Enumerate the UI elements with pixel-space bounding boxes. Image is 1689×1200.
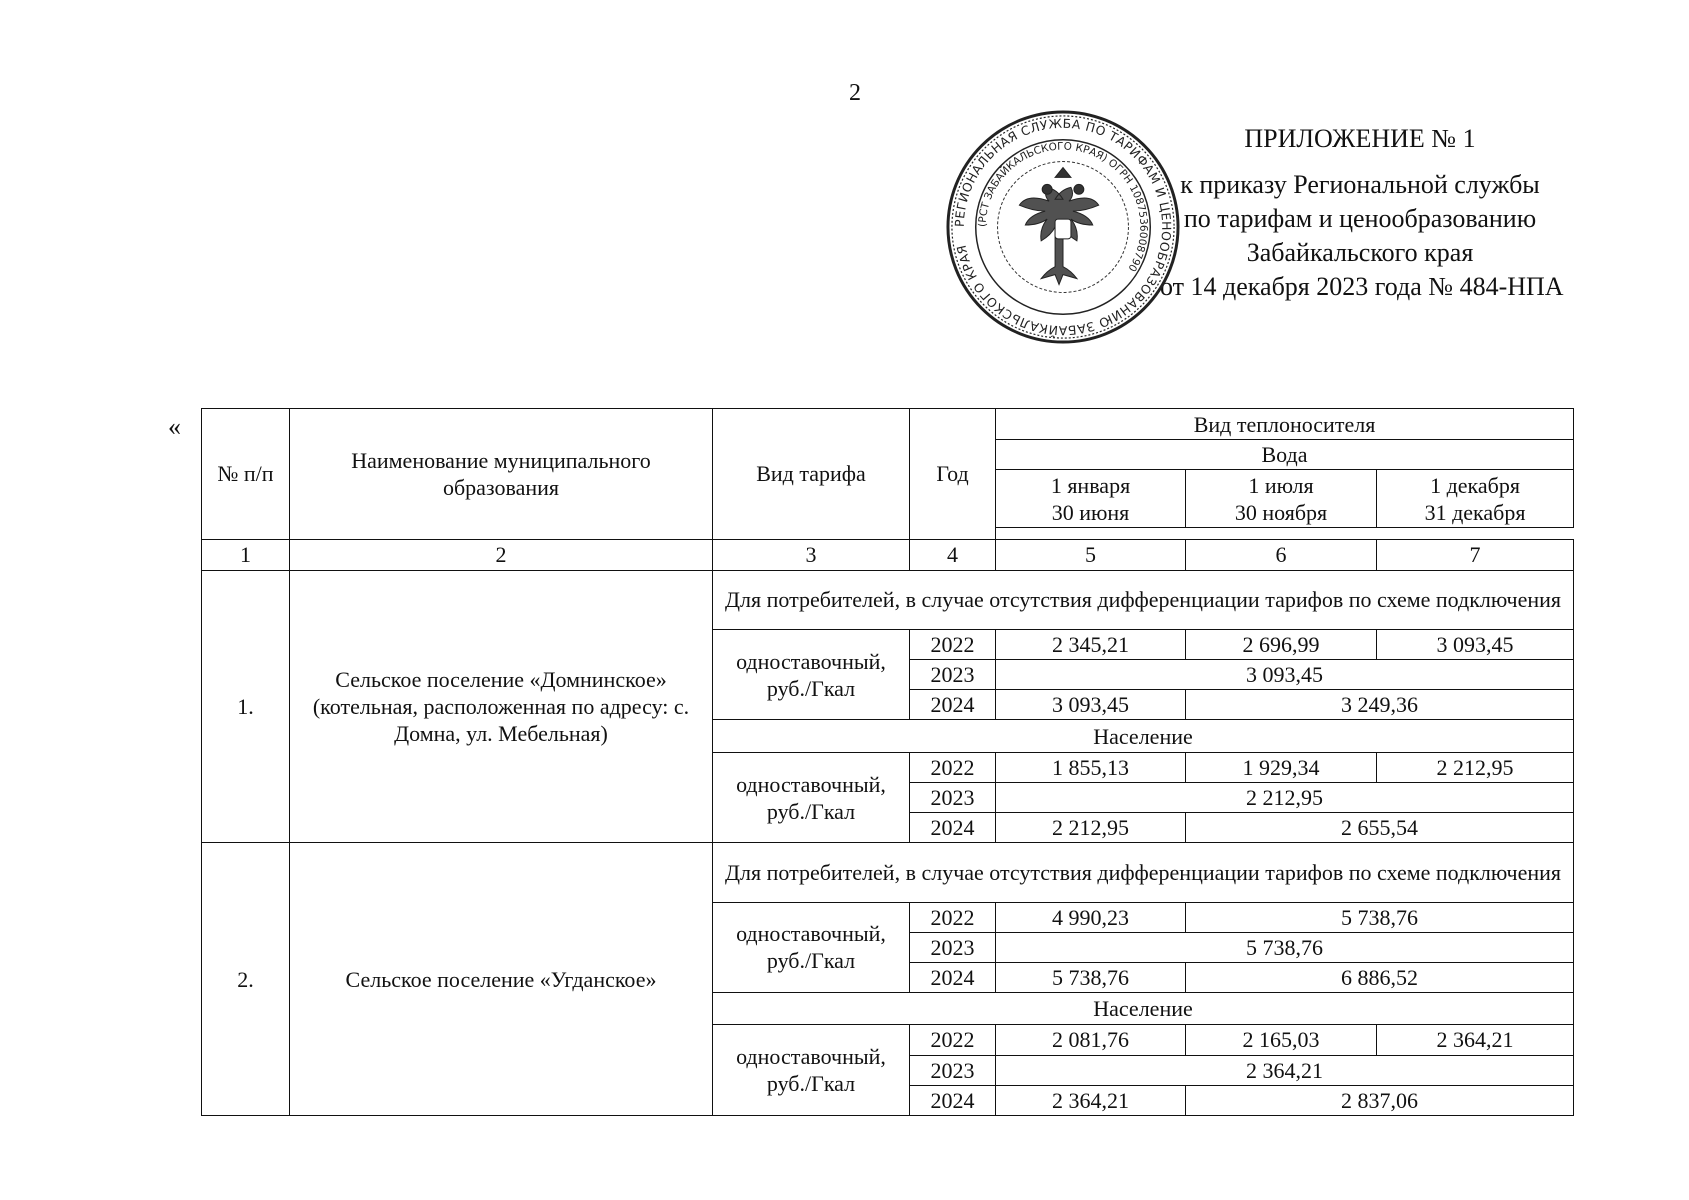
value-cell: 3 249,36 <box>1186 690 1574 720</box>
value-cell: 5 738,76 <box>996 962 1186 992</box>
year-cell: 2023 <box>910 1055 996 1085</box>
seal-inner-text: (РСТ ЗАБАЙКАЛЬСКОГО КРАЯ) ОГРН 1087536008790 <box>976 140 1150 274</box>
year-cell: 2022 <box>910 902 996 932</box>
entity-num: 1. <box>202 570 290 843</box>
header-period-2 <box>1186 470 1377 528</box>
value-cell: 2 165,03 <box>1186 1025 1377 1055</box>
tariff-type: одноставочный, руб./Гкал <box>713 902 910 993</box>
page-number: 2 <box>849 80 861 106</box>
value-cell: 2 696,99 <box>1186 629 1377 659</box>
entities-body <box>202 570 1574 1115</box>
header-name: Наименование муниципального образования <box>290 409 713 540</box>
group-title-row <box>202 570 1574 629</box>
year-cell: 2022 <box>910 629 996 659</box>
col-number: 1 <box>202 539 290 570</box>
year-cell: 2024 <box>910 813 996 843</box>
opening-quote-mark: « <box>168 412 181 441</box>
col-number: 5 <box>996 539 1186 570</box>
group-title: Население <box>713 993 1574 1025</box>
col-number: 6 <box>1186 539 1377 570</box>
appendix-line: Забайкальского края <box>1246 238 1474 267</box>
header-year: Год <box>910 409 996 540</box>
appendix-title: ПРИЛОЖЕНИЕ № 1 <box>1244 124 1476 153</box>
period-end: 30 июня <box>1051 499 1130 525</box>
year-cell: 2023 <box>910 932 996 962</box>
value-cell: 2 364,21 <box>1377 1025 1574 1055</box>
col-number: 3 <box>713 539 910 570</box>
value-cell-merged: 5 738,76 <box>996 932 1574 962</box>
tariff-type: одноставочный, руб./Гкал <box>713 752 910 843</box>
value-cell-merged: 2 364,21 <box>996 1055 1574 1085</box>
entity-name: Сельское поселение «Домнинское» (котельная, расположенная по адресу: с. Домна, ул. Мебельная) <box>290 570 713 843</box>
period-start: 1 декабря <box>1430 472 1520 498</box>
value-cell: 2 655,54 <box>1186 813 1574 843</box>
header-water: Вода <box>996 440 1574 470</box>
value-cell: 2 212,95 <box>1377 752 1574 782</box>
header-period-3 <box>1377 470 1574 528</box>
year-cell: 2024 <box>910 962 996 992</box>
entity-name: Сельское поселение «Угданское» <box>290 843 713 1116</box>
official-seal <box>944 108 1182 346</box>
tariff-type: одноставочный, руб./Гкал <box>713 629 910 720</box>
group-title: Для потребителей, в случае отсутствия дифференциации тарифов по схеме подключения <box>713 843 1574 902</box>
period-end: 31 декабря <box>1424 499 1526 525</box>
col-number: 2 <box>290 539 713 570</box>
value-cell: 2 081,76 <box>996 1025 1186 1055</box>
seal-outer-text: РЕГИОНАЛЬНАЯ СЛУЖБА ПО ТАРИФАМ И ЦЕНООБРАЗОВАНИЮ ЗАБАЙКАЛЬСКОГО КРАЯ <box>951 115 1175 339</box>
group-title: Население <box>713 720 1574 752</box>
period-end: 30 ноября <box>1234 499 1328 525</box>
value-cell: 3 093,45 <box>996 690 1186 720</box>
tariff-table <box>201 408 1574 1116</box>
period-start: 1 июля <box>1248 472 1314 498</box>
value-cell: 1 929,34 <box>1186 752 1377 782</box>
appendix-line: к приказу Региональной службы <box>1180 170 1540 199</box>
year-cell: 2024 <box>910 1085 996 1115</box>
header-period-1 <box>996 470 1186 528</box>
period-start: 1 января <box>1050 472 1131 498</box>
year-cell: 2022 <box>910 752 996 782</box>
value-cell: 1 855,13 <box>996 752 1186 782</box>
group-title-row <box>202 843 1574 902</box>
header-num: № п/п <box>202 409 290 540</box>
year-cell: 2023 <box>910 660 996 690</box>
value-cell: 2 837,06 <box>1186 1085 1574 1115</box>
value-cell: 2 345,21 <box>996 629 1186 659</box>
appendix-line: от 14 декабря 2023 года № 484-НПА <box>1160 272 1564 301</box>
tariff-type: одноставочный, руб./Гкал <box>713 1025 910 1116</box>
value-cell: 2 364,21 <box>996 1085 1186 1115</box>
year-cell: 2024 <box>910 690 996 720</box>
appendix-line: по тарифам и ценообразованию <box>1183 204 1537 233</box>
header-carrier: Вид теплоносителя <box>996 409 1574 440</box>
value-cell-merged: 3 093,45 <box>996 660 1574 690</box>
value-cell: 2 212,95 <box>996 813 1186 843</box>
appendix-header <box>1160 122 1564 304</box>
value-cell: 6 886,52 <box>1186 962 1574 992</box>
value-cell: 4 990,23 <box>996 902 1186 932</box>
year-cell: 2022 <box>910 1025 996 1055</box>
group-title: Для потребителей, в случае отсутствия дифференциации тарифов по схеме подключения <box>713 570 1574 629</box>
year-cell: 2023 <box>910 782 996 812</box>
entity-num: 2. <box>202 843 290 1116</box>
header-tariff-type: Вид тарифа <box>713 409 910 540</box>
value-cell: 5 738,76 <box>1186 902 1574 932</box>
col-number: 4 <box>910 539 996 570</box>
col-number: 7 <box>1377 539 1574 570</box>
double-headed-eagle-icon <box>1019 168 1098 285</box>
value-cell-merged: 2 212,95 <box>996 782 1574 812</box>
value-cell: 3 093,45 <box>1377 629 1574 659</box>
